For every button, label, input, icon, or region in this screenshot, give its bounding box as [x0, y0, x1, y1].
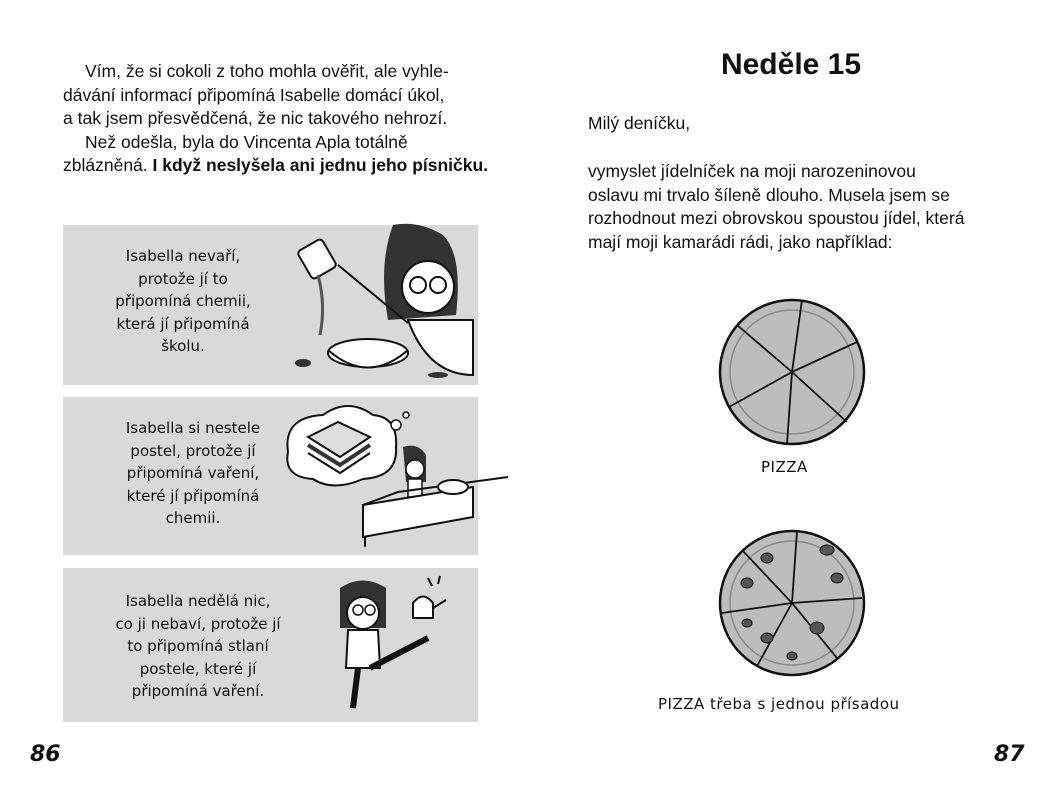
body-line-4: mají moji kamarádi rádi, jako například:: [588, 231, 893, 252]
intro-line-4: Než odešla, byla do Vincenta Apla totálně: [85, 131, 408, 152]
left-page: [0, 0, 527, 800]
pizza-topping-illustration: [717, 528, 867, 678]
panel-1-caption: [83, 245, 283, 358]
panel-3-line: postele, které jí: [139, 659, 257, 678]
panel-3-line: připomíná vaření.: [131, 682, 265, 700]
intro-line-2: dávání informací připomíná Isabelle domácí úkol,: [63, 84, 445, 105]
panel-2-line: které jí připomíná: [126, 486, 260, 505]
panel-2-line: Isabella si nestele: [125, 419, 261, 437]
panel-3-line: co ji nebaví, protože jí: [115, 614, 281, 633]
panel-2-line: chemii.: [165, 509, 221, 527]
panel-2-line: připomíná vaření,: [126, 464, 260, 482]
page-title: Neděle 15: [720, 48, 862, 81]
comic-panel-bed: [63, 397, 478, 555]
comic-panel-kicking: [63, 568, 478, 722]
greeting: Milý deníčku,: [588, 113, 691, 133]
girl-pouring-illustration: [278, 225, 478, 385]
pizza-topping-caption: PIZZA třeba s jednou přísadou: [658, 695, 900, 713]
page-number-right: 87: [994, 742, 1025, 767]
panel-3-line: to připomíná stlaní: [127, 637, 269, 655]
intro-line-5: [63, 154, 493, 178]
panel-3-line: Isabella nedělá nic,: [125, 592, 271, 610]
pizza-caption: PIZZA: [761, 458, 808, 476]
body-line-1: vymyslet jídelníček na moji narozeninovou: [588, 161, 916, 181]
comic-panel-cooking: [63, 225, 478, 385]
bed-dream-illustration: [278, 397, 478, 555]
body-line-2: oslavu mi trvalo šíleně dlouho. Musela jsem se: [588, 184, 950, 205]
intro-line-5-normal: zblázněná.: [63, 155, 148, 175]
pizza-plain-illustration: [717, 297, 867, 447]
panel-3-caption: [78, 590, 318, 703]
panel-1-line: protože jí to: [138, 269, 228, 288]
body-line-3: rozhodnout mezi obrovskou spoustou jídel, která: [588, 208, 965, 228]
panel-1-line: Isabella nevaří,: [125, 247, 241, 265]
panel-2-caption: [73, 417, 313, 530]
panel-1-line: která jí připomíná: [116, 314, 250, 333]
intro-paragraph: [63, 60, 493, 178]
intro-line-1: Vím, že si cokoli z toho mohla ověřit, ale vyhle-: [85, 61, 449, 81]
panel-2-line: postel, protože jí: [130, 441, 256, 460]
right-page: [527, 0, 1055, 800]
intro-line-3: a tak jsem přesvědčená, že nic takového nehrozí.: [63, 108, 448, 128]
panel-1-line: školu.: [161, 337, 205, 355]
intro-line-5-bold: I když neslyšela ani jednu jeho písničku.: [152, 155, 489, 175]
page-number-left: 86: [30, 742, 61, 767]
diary-body: [588, 160, 1028, 254]
girl-kicking-illustration: [328, 568, 478, 722]
panel-1-line: připomíná chemii,: [115, 292, 251, 310]
